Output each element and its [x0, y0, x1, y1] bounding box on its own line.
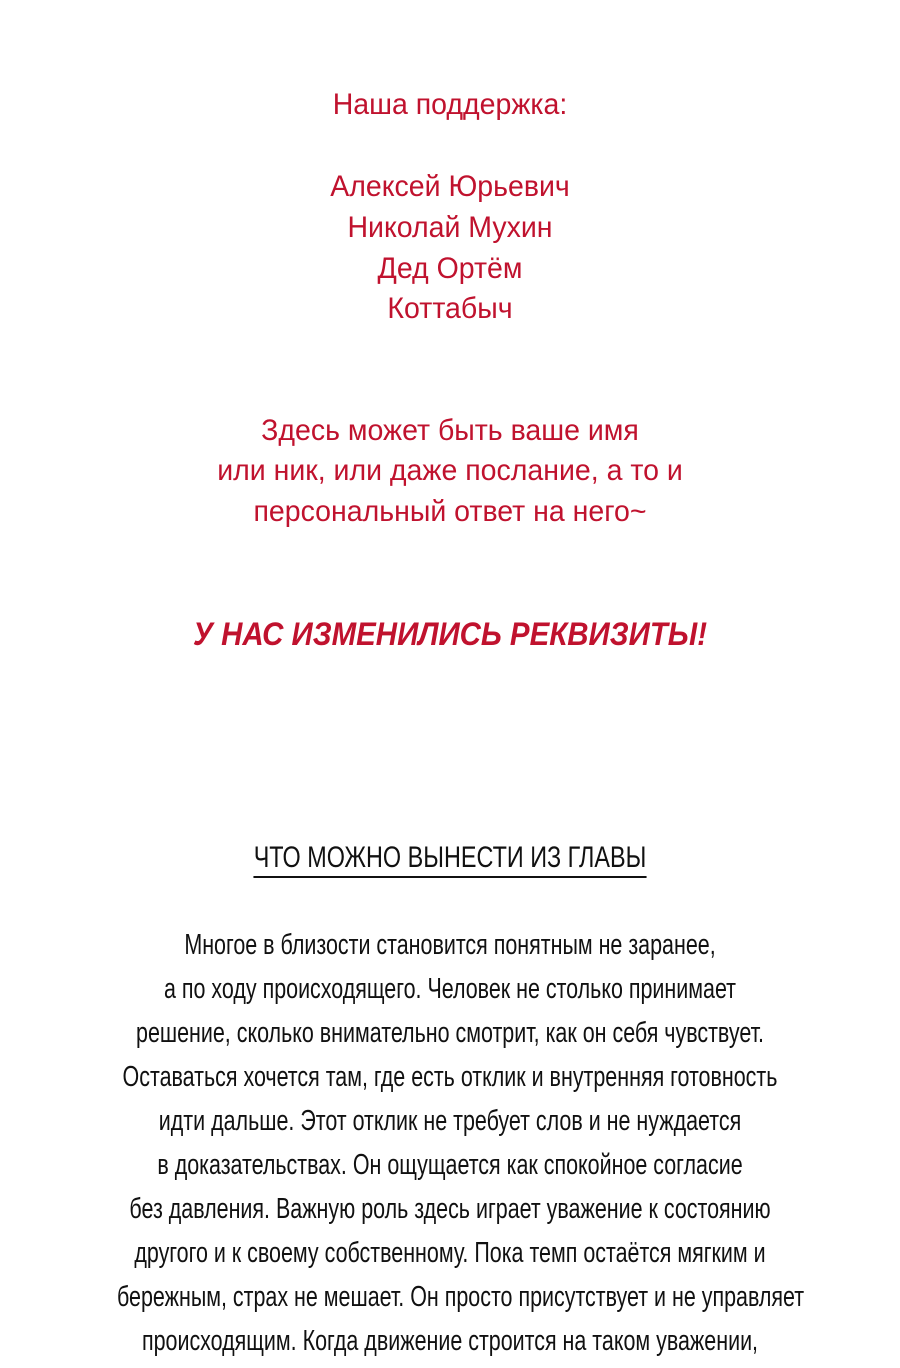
supporter-name: Дед Ортём	[377, 252, 523, 285]
paragraph-line: без давления. Важную роль здесь играет уважение к состоянию	[129, 1193, 771, 1225]
summary-title	[99, 841, 801, 875]
requisites-notice: У НАС ИЗМЕНИЛИСЬ РЕКВИЗИТЫ!	[192, 616, 708, 652]
invite-line: или ник, или даже послание, а то и	[217, 454, 683, 487]
paragraph-line: Оставаться хочется там, где есть отклик и внутренняя готовность	[122, 1061, 778, 1093]
paragraph-line: бережным, страх не мешает. Он просто присутствует и не управляет	[117, 1281, 805, 1313]
supporter-name: Коттабыч	[387, 292, 513, 325]
paragraph-line: идти дальше. Этот отклик не требует слов и не нуждается	[158, 1105, 742, 1137]
supporter-name: Алексей Юрьевич	[330, 170, 570, 203]
paragraph-line: Многое в близости становится понятным не заранее,	[184, 929, 716, 961]
paragraph-line: а по ходу происходящего. Человек не столько принимает	[163, 973, 736, 1005]
paragraph-line: в доказательствах. Он ощущается как спокойное согласие	[157, 1149, 743, 1181]
paragraph-line: происходящим. Когда движение строится на таком уважении,	[141, 1325, 759, 1357]
paragraph-line: решение, сколько внимательно смотрит, как он себя чувствует.	[136, 1017, 764, 1049]
supporter-name: Николай Мухин	[347, 211, 553, 244]
invite-line: персональный ответ на него~	[253, 495, 647, 528]
support-heading: Наша поддержка:	[332, 88, 568, 121]
paragraph-line: другого и к своему собственному. Пока темп остаётся мягким и	[134, 1237, 766, 1269]
invite-line: Здесь может быть ваше имя	[261, 414, 639, 447]
summary-title-text: ЧТО МОЖНО ВЫНЕСТИ ИЗ ГЛАВЫ	[254, 841, 647, 878]
